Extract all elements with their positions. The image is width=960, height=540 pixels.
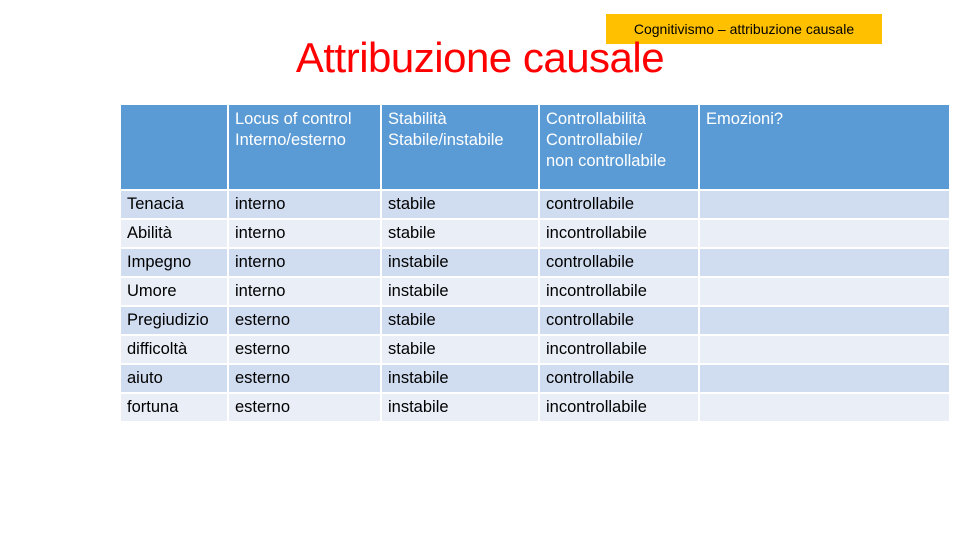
table-cell: controllabile (539, 306, 699, 335)
table-cell: difficoltà (120, 335, 228, 364)
column-header-line: Locus of control (235, 110, 352, 128)
table-body (120, 190, 950, 422)
table-cell: Impegno (120, 248, 228, 277)
table-cell: Umore (120, 277, 228, 306)
slide-title (0, 34, 960, 82)
table-cell (699, 190, 950, 219)
attribution-table (119, 103, 951, 423)
table-cell (699, 277, 950, 306)
table-cell: interno (228, 219, 381, 248)
table-cell: incontrollabile (539, 393, 699, 422)
table-cell: esterno (228, 306, 381, 335)
column-header-line: non controllabile (546, 152, 667, 170)
table-cell: interno (228, 248, 381, 277)
table-row (120, 190, 950, 219)
table-cell: stabile (381, 306, 539, 335)
table-cell: controllabile (539, 248, 699, 277)
column-header-line: Controllabilità (546, 110, 646, 128)
table-cell: interno (228, 277, 381, 306)
table-cell: instabile (381, 393, 539, 422)
table-cell (699, 335, 950, 364)
table-cell: aiuto (120, 364, 228, 393)
table-row (120, 306, 950, 335)
table-row (120, 248, 950, 277)
column-header-1 (228, 104, 381, 190)
table-cell: instabile (381, 277, 539, 306)
table-cell: instabile (381, 364, 539, 393)
column-header-0 (120, 104, 228, 190)
table-row (120, 393, 950, 422)
table-row (120, 364, 950, 393)
table-row (120, 277, 950, 306)
table-cell: Tenacia (120, 190, 228, 219)
table-cell: esterno (228, 393, 381, 422)
column-header-line: Interno/esterno (235, 131, 346, 149)
table-cell: Abilità (120, 219, 228, 248)
column-header-line: Stabilità (388, 110, 447, 128)
header-row (120, 104, 950, 190)
table-cell (699, 393, 950, 422)
table-cell: controllabile (539, 364, 699, 393)
table-cell: incontrollabile (539, 277, 699, 306)
table-cell (699, 248, 950, 277)
table-cell: incontrollabile (539, 335, 699, 364)
column-header-line: Emozioni? (706, 110, 784, 128)
column-header-line: Stabile/instabile (388, 131, 504, 149)
column-header-2 (381, 104, 539, 190)
table-cell: stabile (381, 190, 539, 219)
table-cell: controllabile (539, 190, 699, 219)
table-cell: incontrollabile (539, 219, 699, 248)
table-cell: fortuna (120, 393, 228, 422)
column-header-4 (699, 104, 950, 190)
table-header (120, 104, 950, 190)
table-cell (699, 306, 950, 335)
section-badge: Cognitivismo – attribuzione causale (606, 14, 882, 44)
table-cell (699, 219, 950, 248)
table-cell: Pregiudizio (120, 306, 228, 335)
table-cell: instabile (381, 248, 539, 277)
column-header-line: Controllabile/ (546, 131, 643, 149)
table-cell: stabile (381, 219, 539, 248)
table-cell: stabile (381, 335, 539, 364)
table-cell: interno (228, 190, 381, 219)
table-cell: esterno (228, 335, 381, 364)
column-header-3 (539, 104, 699, 190)
table-cell: esterno (228, 364, 381, 393)
table-row (120, 335, 950, 364)
slide-title-text: Attribuzione causale (295, 34, 665, 81)
table-row (120, 219, 950, 248)
table-cell (699, 364, 950, 393)
